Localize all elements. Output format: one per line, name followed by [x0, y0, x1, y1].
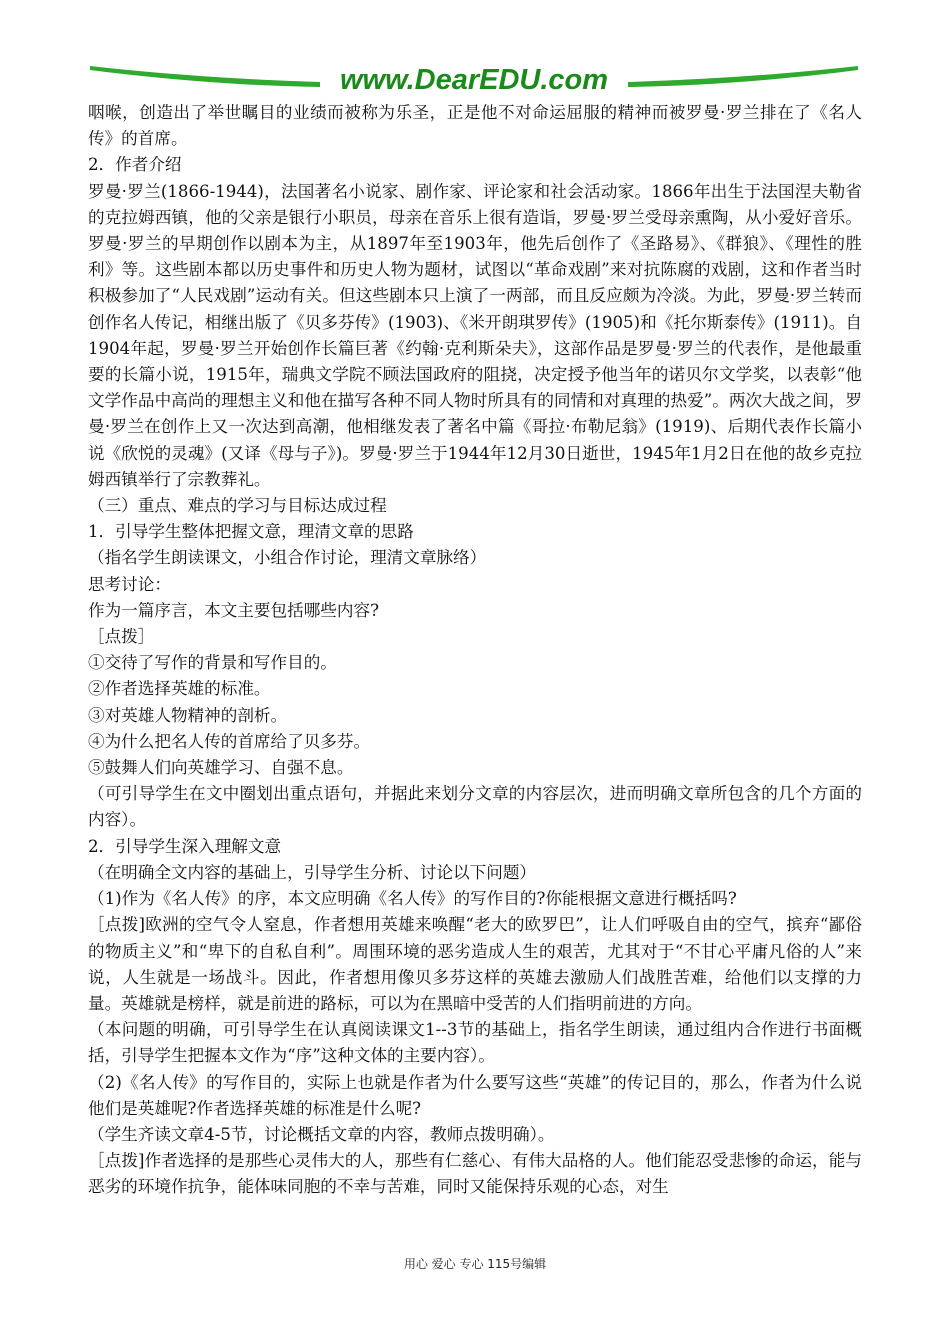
section-heading: （三）重点、难点的学习与目标达成过程 [88, 496, 387, 516]
paragraph: （2)《名人传》的写作目的，实际上也就是作者为什么要写这些“英雄”的传记目的，那么，作者为什么说他们是英雄呢?作者选择英雄的标准是什么呢? [88, 1072, 862, 1118]
paragraph: （指名学生朗读课文，小组合作讨论，理清文章脉络） [88, 548, 487, 568]
section-heading: 2．引导学生深入理解文意 [88, 836, 282, 856]
paragraph: （在明确全文内容的基础上，引导学生分析、讨论以下问题） [88, 862, 537, 882]
paragraph: ［点拨]作者选择的是那些心灵伟大的人，那些有仁慈心、有伟大品格的人。他们能忍受悲惨的命运，能与恶劣的环境作抗争，能体味同胞的不幸与苦难，同时又能保持乐观的心态，对生 [88, 1151, 862, 1197]
site-header-banner [88, 58, 860, 98]
list-item: ②作者选择英雄的标准。 [88, 679, 271, 699]
section-heading: 2．作者介绍 [88, 155, 182, 175]
logo-text: www.DearEDU.com [339, 64, 609, 96]
section-heading: 1．引导学生整体把握文意，理清文章的思路 [88, 522, 414, 542]
paragraph: 思考讨论： [88, 574, 171, 594]
list-item: ④为什么把名人传的首席给了贝多芬。 [88, 731, 371, 751]
paragraph: （学生齐读文章4-5节，讨论概括文章的内容，教师点拨明确）。 [88, 1124, 555, 1144]
paragraph: 罗曼·罗兰(1866-1944)，法国著名小说家、剧作家、评论家和社会活动家。1866年出生于法国涅夫勒省的克拉姆西镇，他的父亲是银行小职员，母亲在音乐上很有造诣，罗曼·罗兰受母亲熏陶，从小爱好音乐。罗曼·罗兰的早期创作以剧本为主，从1897年至1903年，他先后创作了《圣路易》、《群狼》、《理性的胜利》等。这些剧本都以历史事件和历史人物为题材，试图以“革命戏剧”来对抗陈腐的戏剧，这和作者当时积极参加了“人民戏剧”运动有关。但这些剧本只上演了一两部，而且反应颇为冷淡。为此，罗曼·罗兰转而创作名人传记，相继出版了《贝多芬传》(1903)、《米开朗琪罗传》(1905)和《托尔斯泰传》(1911)。自1904年起，罗曼·罗兰开始创作长篇巨著《约翰·克利斯朵夫》，这部作品是罗曼·罗兰的代表作，是他最重要的长篇小说，1915年，瑞典文学院不顾法国政府的阻挠，决定授予他当年的诺贝尔文学奖，以表彰“他文学作品中高尚的理想主义和他在描写各种不同人物时所具有的同情和对真理的热爱”。两次大战之间，罗曼·罗兰在创作上又一次达到高潮，他相继发表了著名中篇《哥拉·布勒尼翁》(1919)、后期代表作长篇小说《欣悦的灵魂》(又译《母与子》)。罗曼·罗兰于1944年12月30日逝世，1945年1月2日在他的故乡克拉姆西镇举行了宗教葬礼。 [88, 181, 862, 489]
list-item: ①交待了写作的背景和写作目的。 [88, 653, 337, 673]
paragraph: 咽喉，创造出了举世瞩目的业绩而被称为乐圣，正是他不对命运屈服的精神而被罗曼·罗兰排在了《名人传》的首席。 [88, 103, 862, 149]
dearedu-logo [88, 58, 860, 98]
list-item: ⑤鼓舞人们向英雄学习、自强不息。 [88, 758, 354, 778]
page-footer: 用心 爱心 专心 115号编辑 [403, 1257, 547, 1271]
left-swoosh [90, 66, 320, 87]
paragraph: （1)作为《名人传》的序，本文应明确《名人传》的写作目的?你能根据文意进行概括吗? [88, 889, 737, 909]
paragraph: 作为一篇序言，本文主要包括哪些内容? [88, 600, 379, 620]
paragraph: ［点拨]欧洲的空气令人窒息，作者想用英雄来唤醒“老大的欧罗巴”，让人们呼吸自由的空气，摈弃“鄙俗的物质主义”和“卑下的自私自利”。周围环境的恶劣造成人生的艰苦，尤其对于“不甘心平庸凡俗的人”来说，人生就是一场战斗。因此，作者想用像贝多芬这样的英雄去激励人们战胜苦难，给他们以支撑的力量。英雄就是榜样，就是前进的路标，可以为在黑暗中受苦的人们指明前进的方向。 [88, 915, 862, 1013]
right-swoosh [628, 66, 858, 87]
paragraph: （本问题的明确，可引导学生在认真阅读课文1--3节的基础上，指名学生朗读，通过组内合作进行书面概括，引导学生把握本文作为“序”这种文体的主要内容）。 [88, 1020, 862, 1066]
paragraph: ［点拨］ [88, 627, 155, 647]
paragraph: （可引导学生在文中圈划出重点语句，并据此来划分文章的内容层次，进而明确文章所包含的几个方面的内容）。 [88, 784, 862, 830]
document-body [88, 100, 862, 1201]
list-item: ③对英雄人物精神的剖析。 [88, 705, 288, 725]
